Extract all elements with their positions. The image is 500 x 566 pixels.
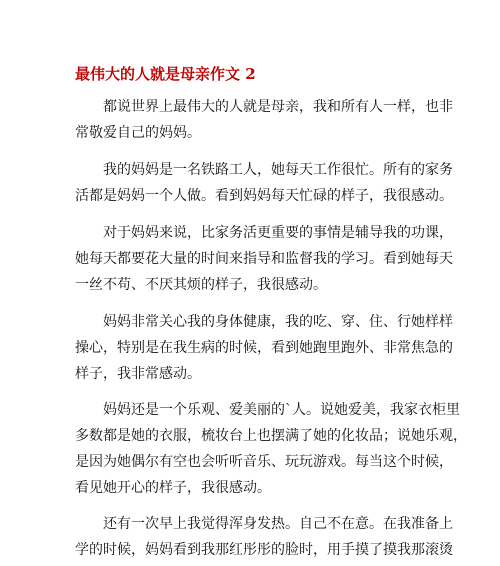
paragraph-line: 操心，特别是在我生病的时候，看到她跑里跑外、非常焦急的 [75, 340, 453, 356]
paragraph-line: 妈妈还是一个乐观、爱美丽的`人。说她爱美，我家衣柜里 [75, 402, 460, 418]
paragraph-line: 是因为她偶尔有空也会听听音乐、玩玩游戏。每当这个时候， [75, 454, 453, 470]
paragraph-line: 还有一次早上我觉得浑身发热。自己不在意。在我准备上 [75, 516, 453, 532]
paragraph-5 [75, 397, 467, 501]
paragraph-line: 妈妈非常关心我的身体健康，我的吃、穿、住、行她样样 [75, 314, 453, 330]
paragraph-line: 她每天都要花大量的时间来指导和监督我的学习。看到她每天 [75, 251, 453, 267]
document-title: 最伟大的人就是母亲作文 2 [75, 65, 256, 83]
paragraph-4 [75, 309, 453, 387]
paragraph-line: 常敬爱自己的妈妈。 [75, 125, 201, 141]
paragraph-line: 学的时候，妈妈看到我那红彤彤的脸时，用手摸了摸我那滚烫 [75, 542, 453, 558]
paragraph-3 [75, 220, 453, 298]
paragraph-6 [75, 511, 453, 563]
paragraph-line: 我的妈妈是一名铁路工人，她每天工作很忙。所有的家务 [75, 162, 453, 178]
paragraph-line: 看见她开心的样子，我很感动。 [75, 480, 271, 496]
paragraph-line: 样子，我非常感动。 [75, 366, 201, 382]
paragraph-line: 活都是妈妈一个人做。看到妈妈每天忙碌的样子，我很感动。 [75, 188, 453, 204]
paragraph-line: 一丝不苟、不厌其烦的样子，我很感动。 [75, 277, 327, 293]
paragraph-1 [75, 94, 453, 146]
paragraph-line: 多数都是她的衣服，梳妆台上也摆满了她的化妆品；说她乐观， [75, 428, 467, 444]
paragraph-2 [75, 157, 453, 209]
paragraph-line: 对于妈妈来说，比家务活更重要的事情是辅导我的功课， [75, 225, 453, 241]
paragraph-line: 都说世界上最伟大的人就是母亲，我和所有人一样，也非 [75, 99, 453, 115]
